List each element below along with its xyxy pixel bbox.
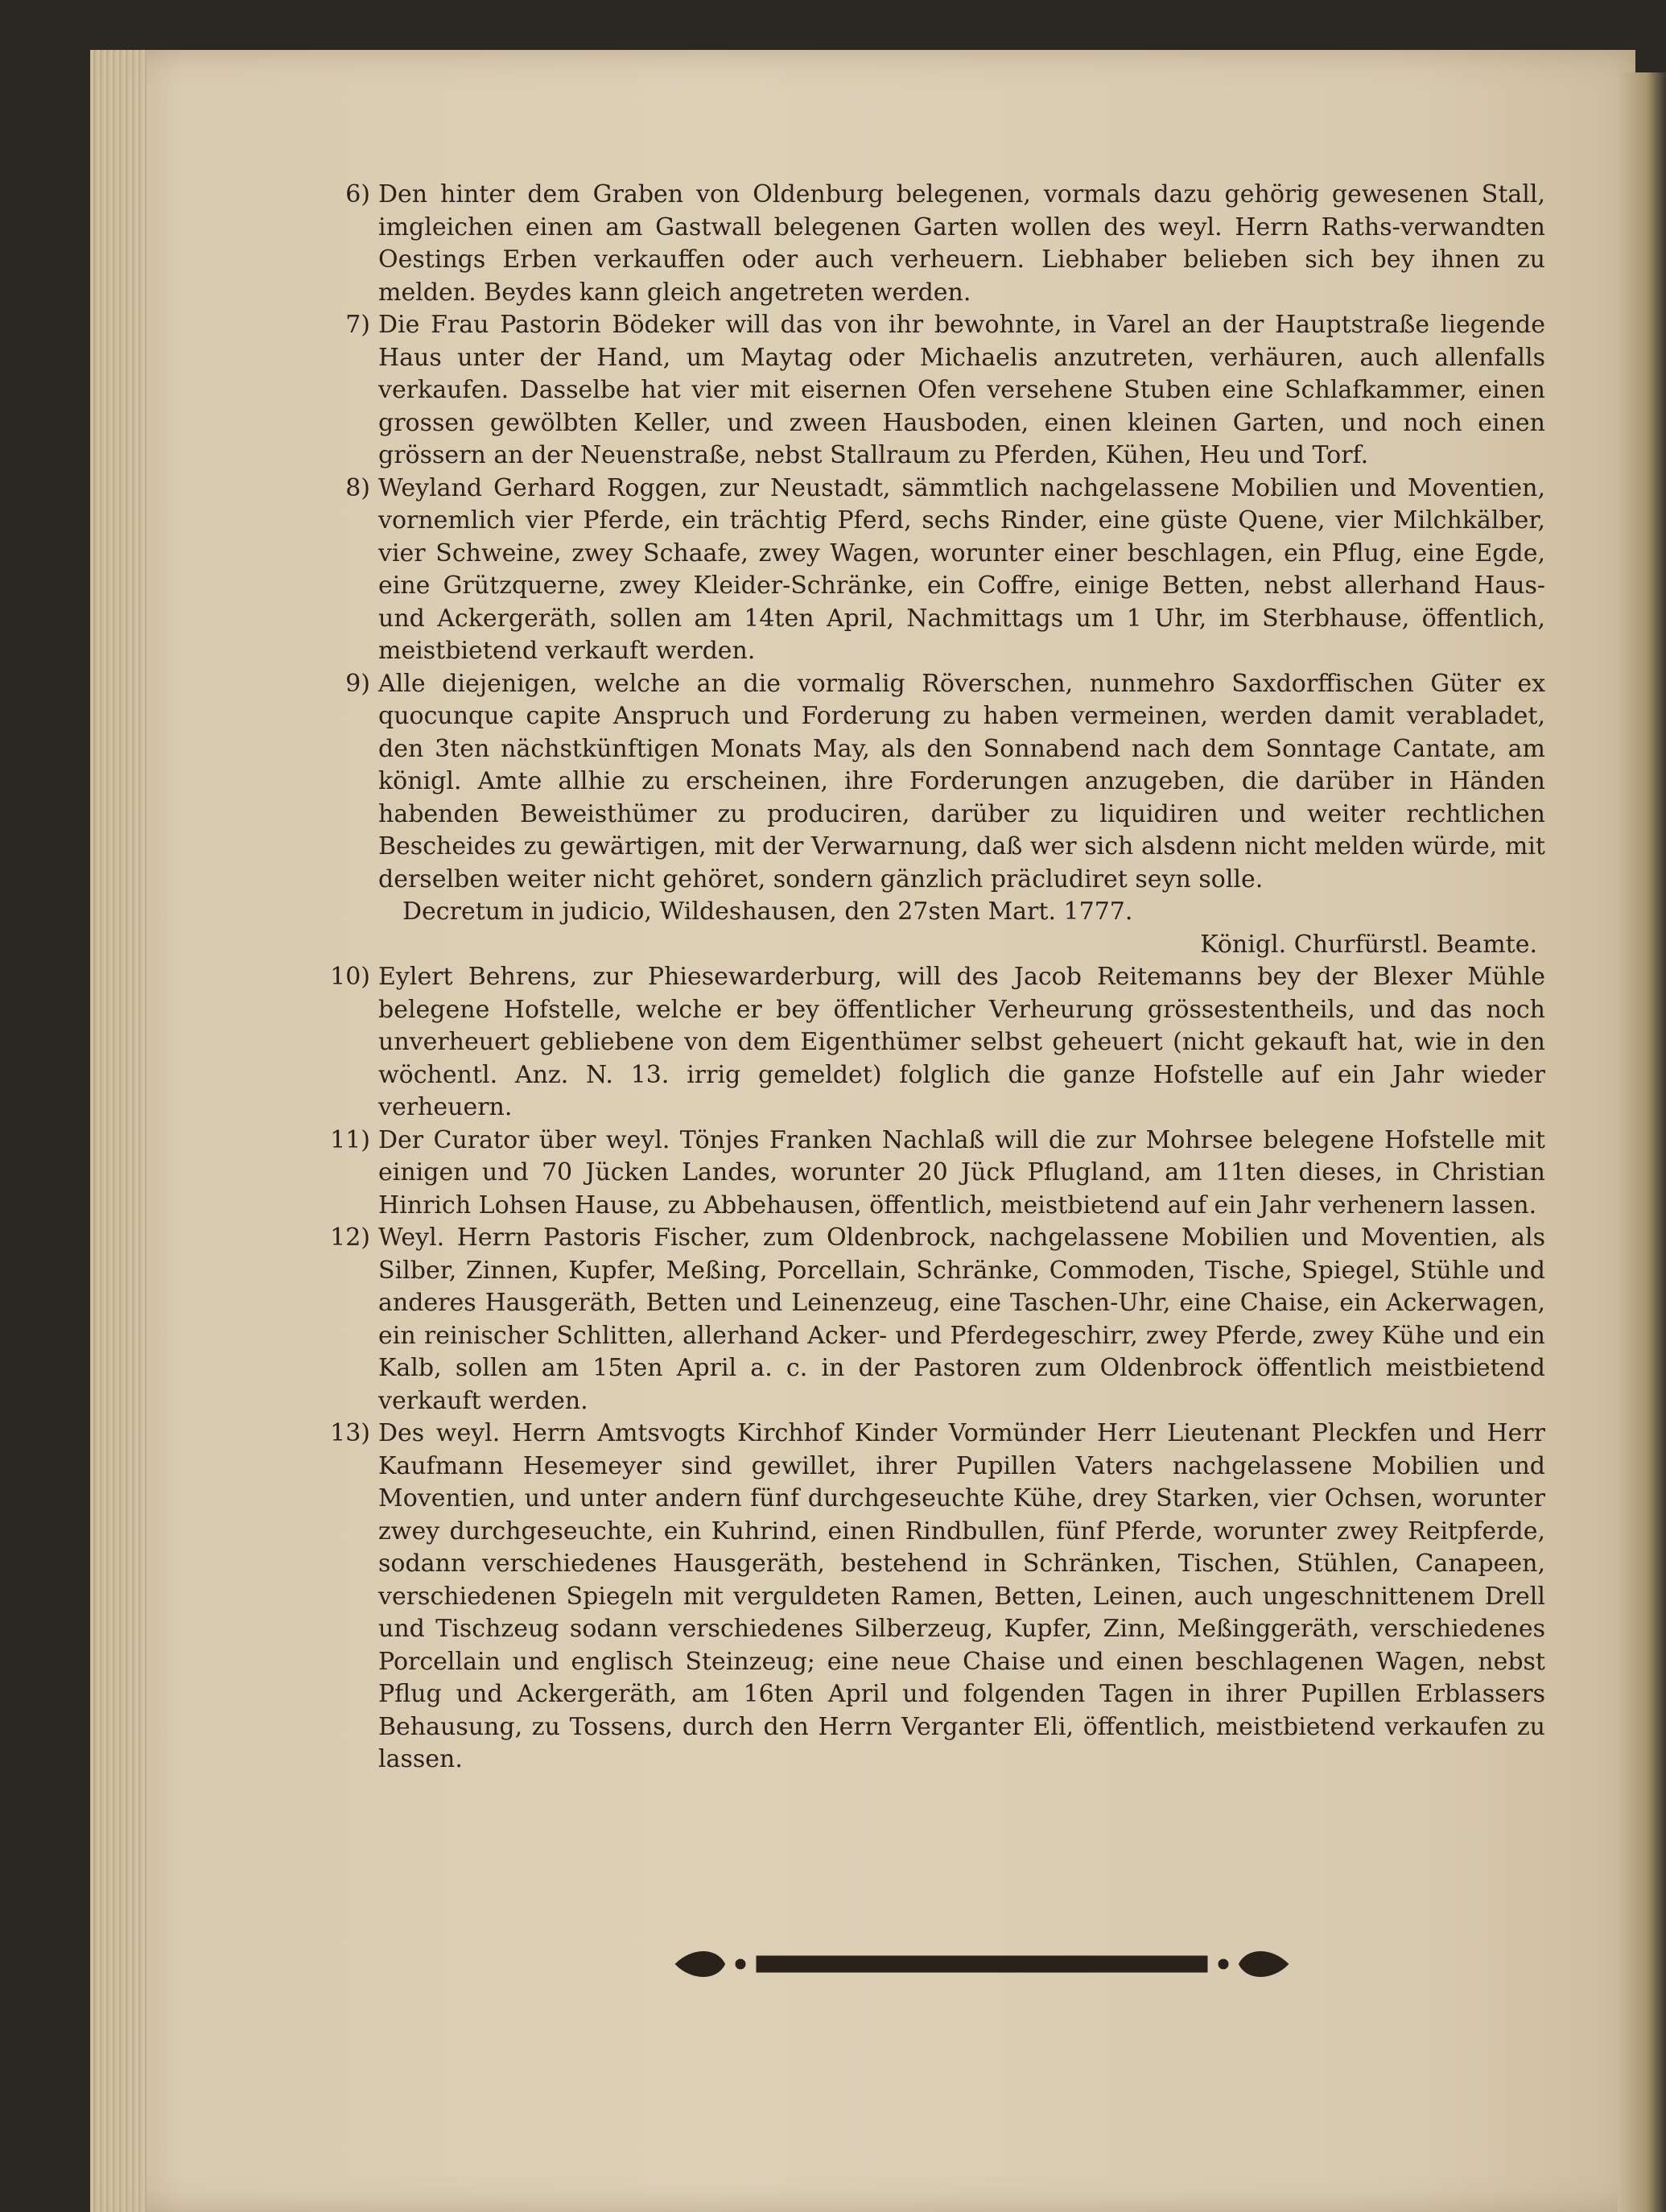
entry-11 [330,1125,1545,1223]
entry-text: Eylert Behrens, zur Phiesewarderburg, will des Jacob Reitemanns bey der Blexer Mühle belegene Hofstelle, welche er bey öffentlicher Verheurung grössestentheils, und das noch unverheuert gebliebene von dem Eigenthümer selbst geheuert (nicht gekauft hat, wie in den wöchentl. Anz. N. 13. irrig gemeldet) folglich die ganze Hofstelle auf ein Jahr wieder verheuern. [378,963,1545,1121]
signature-line: Königl. Churfürstl. Beamte. [1200,930,1537,959]
entry-8 [345,473,1545,668]
entry-text: Des weyl. Herrn Amtsvogts Kirchhof Kinder Vormünder Herr Lieutenant Pleckfen und Herr Kaufmann Hesemeyer sind gewillet, ihrer Pupillen Vaters nachgelassene Mobilien und Moventien, und unter andern fünf durchgeseuchte Kühe, drey Starken, vier Ochsen, worunter zwey durchgeseuchte, ein Kuhrind, einen Rindbullen, fünf Pferde, worunter zwey Reitpferde, sodann verschiedenes Hausgeräth, bestehend in Schränken, Tischen, Stühlen, Canapeen, verschiedenen Spiegeln mit verguldeten Ramen, Betten, Leinen, auch ungeschnittenem Drell und Tischzeug sodann verschiedenes Silberzeug, Kupfer, Zinn, Meßinggeräth, verschiedenes Porcellain und englisch Steinzeug; eine neue Chaise und einen beschlagenen Wagen, nebst Pflug und Ackergeräth, am 16ten April und folgenden Tagen in ihrer Pupillen Erblassers Behausung, zu Tossens, durch den Herrn Verganter Eli, öffentlich, meistbietend verkaufen zu lassen. [378,1419,1545,1773]
entry-text: Die Frau Pastorin Bödeker will das von ihr bewohnte, in Varel an der Hauptstraße liegende Haus unter der Hand, um Maytag oder Michaelis anzutreten, verhäuren, auch allenfalls verkaufen. Dasselbe hat vier mit eisernen Ofen versehene Stuben eine Schlafkammer, einen grossen gewölbten Keller, und zween Hausboden, einen kleinen Garten, und noch einen grössern an der Neuenstraße, nebst Stallraum zu Pferden, Kühen, Heu und Torf. [378,311,1545,469]
entry-10 [330,961,1545,1125]
entry-number: 6) [345,180,370,208]
entry-number: 7) [345,311,370,339]
entry-text: Der Curator über weyl. Tönjes Franken Nachlaß will die zur Mohrsee belegene Hofstelle mit einigen und 70 Jücken Landes, worunter 20 Jück Pflugland, am 11ten dieses, in Christian Hinrich Lohsen Hause, zu Abbehausen, öffentlich, meistbietend auf ein Jahr verhenern lassen. [378,1125,1545,1219]
entry-9 [345,668,1545,897]
page-text [330,179,1545,1777]
entry-number: 12) [330,1224,370,1252]
entry-number: 8) [345,473,370,502]
entry-13 [330,1418,1545,1777]
entry-text: Alle diejenigen, welche an die vormalig Röverschen, nunmehro Saxdorffischen Güter ex quocunque capite Anspruch und Forderung zu haben vermeinen, werden damit verabladet, den 3ten nächstkünftigen Monats May, als den Sonnabend nach dem Sonntage Cantate, am königl. Amte allhie zu erscheinen, ihre Forderungen anzugeben, die darüber in Händen habenden Beweisthümer zu produciren, darüber zu liquidiren und weiter rechtlichen Bescheides zu gewärtigen, mit der Verwarnung, daß wer sich alsdenn nicht melden würde, mit derselben weiter nicht gehöret, sondern gänzlich präcludiret seyn solle. [378,669,1545,893]
decretum-line: Decretum in judicio, Wildeshausen, den 27sten Mart. 1777. [402,898,1133,926]
entry-12 [330,1222,1545,1418]
entry-7 [345,309,1545,473]
entry-text: Weyland Gerhard Roggen, zur Neustadt, sämmtlich nachgelassene Mobilien und Moventien, vornemlich vier Pferde, ein trächtig Pferd, sechs Rinder, eine güste Quene, vier Milchkälber, vier Schweine, zwey Schaafe, zwey Wagen, worunter einer beschlagen, ein Pflug, eine Egde, eine Grützquerne, zwey Kleider-Schränke, ein Coffre, einige Betten, nebst allerhand Haus- und Ackergeräth, sollen am 14ten April, Nachmittags um 1 Uhr, im Sterbhause, öffentlich, meistbietend verkauft werden. [378,473,1545,665]
entry-text: Weyl. Herrn Pastoris Fischer, zum Oldenbrock, nachgelassene Mobilien und Moventien, als Silber, Zinnen, Kupfer, Meßing, Porcellain, Schränke, Commoden, Tische, Spiegel, Stühle und anderes Hausgeräth, Betten und Leinenzeug, eine Taschen-Uhr, eine Chaise, ein Ackerwagen, ein reinischer Schlitten, allerhand Acker- und Pferdegeschirr, zwey Pferde, zwey Kühe und ein Kalb, sollen am 15ten April a. c. in der Pastoren zum Oldenbrock öffentlich meistbietend verkauft werden. [378,1224,1545,1415]
entry-number: 13) [330,1419,370,1447]
page-edges [90,50,146,2212]
right-page-edge [1618,72,1666,2212]
entry-text: Den hinter dem Graben von Oldenburg belegenen, vormals dazu gehörig gewesenen Stall, imgleichen einen am Gastwall belegenen Garten wollen des weyl. Herrn Raths-verwandten Oestings Erben verkauffen oder auch verheuern. Liebhaber belieben sich bey ihnen zu melden. Beydes kann gleich angetreten werden. [378,180,1545,307]
entry-number: 11) [330,1125,370,1154]
printer-ornament-icon [660,1940,1304,1988]
entry-6 [345,179,1545,309]
entry-number: 9) [345,669,370,698]
entry-number: 10) [330,963,370,991]
